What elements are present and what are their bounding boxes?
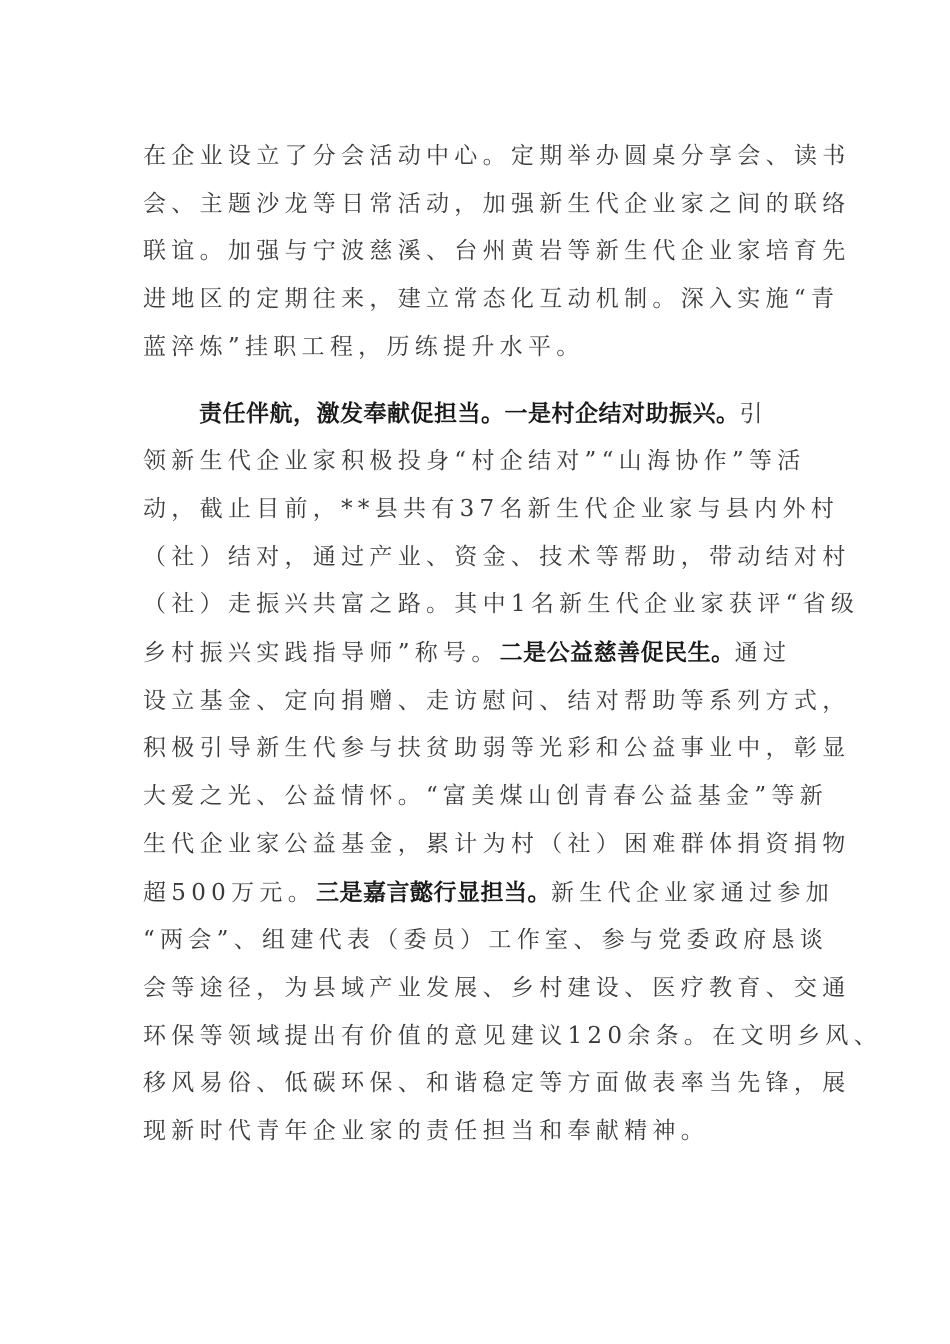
- point-title-3: 三是嘉言懿行显担当。: [316, 878, 551, 906]
- text-line: 会、主题沙龙等日常活动，加强新生代企业家之间的联络: [143, 190, 851, 217]
- text-line: 动，截止目前，**县共有37名新生代企业家与县内外村: [143, 495, 840, 522]
- paragraph-1: [143, 133, 851, 372]
- point-title-1: 一是村企结对助振兴。: [504, 399, 740, 427]
- text-line: 移风易俗、低碳环保、和谐稳定等方面做表率当先锋，展: [143, 1070, 851, 1097]
- point-title-2: 二是公益慈善促民生。: [499, 639, 735, 667]
- text-line: 蓝淬炼”挂职工程，历练提升水平。: [143, 333, 585, 360]
- text-line: [143, 629, 833, 678]
- text-line: 积极引导新生代参与扶贫助弱等光彩和公益事业中，彰显: [143, 735, 851, 762]
- section-heading: 责任伴航，激发奉献促担当。: [199, 399, 505, 427]
- text-line: [143, 869, 833, 918]
- text-run: 超500万元。: [143, 879, 316, 906]
- text-line: 生代企业家公益基金，累计为村（社）困难群体捐资捐物: [143, 830, 851, 857]
- text-line: 现新时代青年企业家的责任担当和奉献精神。: [143, 1118, 709, 1145]
- text-line: 进地区的定期往来，建立常态化互动机制。深入实施“青: [143, 286, 840, 313]
- paragraph-2: [143, 390, 882, 1156]
- text-run: 通过: [734, 640, 792, 667]
- text-line: （社）结对，通过产业、资金、技术等帮助，带动结对村: [143, 543, 851, 570]
- text-line: 设立基金、定向捐赠、走访慰问、结对帮助等系列方式，: [143, 687, 851, 714]
- text-line: [143, 390, 833, 439]
- text-line: 环保等领域提出有价值的意见建议120余条。在文明乡风、: [143, 1022, 882, 1049]
- text-line: 领新生代企业家积极投身“村企结对”“山海协作”等活: [143, 448, 806, 475]
- text-line: 联谊。加强与宁波慈溪、台州黄岩等新生代企业家培育先: [143, 238, 851, 265]
- document-page: [143, 133, 882, 1156]
- text-run: 引: [739, 400, 768, 427]
- text-line: 在企业设立了分会活动中心。定期举办圆桌分享会、读书: [143, 143, 851, 169]
- text-line: 大爱之光、公益情怀。“富美煤山创青春公益基金”等新: [143, 783, 829, 810]
- text-line: （社）走振兴共富之路。其中1名新生代企业家获评“省级: [143, 591, 860, 618]
- text-run: 新生代企业家通过参加: [551, 879, 834, 906]
- text-run: 乡村振兴实践指导师”称号。: [143, 640, 500, 667]
- text-line: “两会”、组建代表（委员）工作室、参与党委政府恳谈: [143, 927, 829, 954]
- text-line: 会等途径，为县域产业发展、乡村建设、医疗教育、交通: [143, 974, 851, 1001]
